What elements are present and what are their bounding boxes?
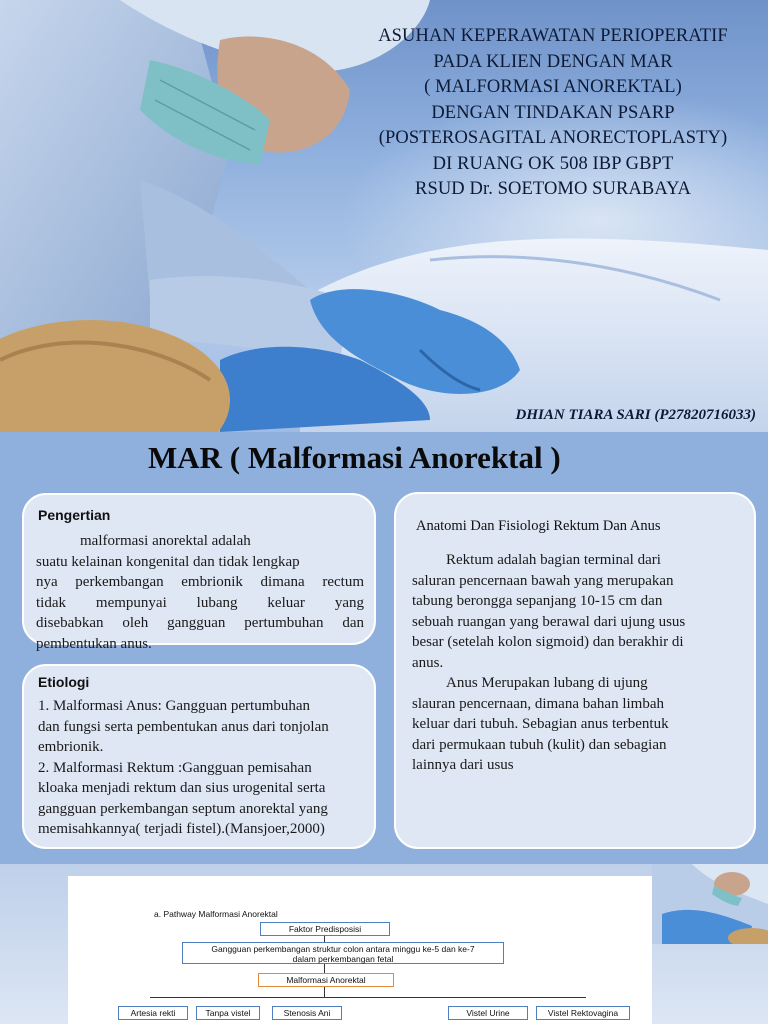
title-slide [0, 0, 768, 432]
text-line: dan fungsi serta pembentukan anus dari tonjolan [38, 718, 329, 735]
author-name: DHIAN TIARA SARI (P27820716033) [515, 407, 756, 423]
text-line: slauran pencernaan, dimana bahan limbah [412, 695, 664, 712]
text-line: nya perkembangan embrionik dimana rectum [36, 574, 364, 590]
text-line: tabung berongga sepanjang 10-15 cm dan [412, 593, 663, 609]
node-label: Stenosis Ani [283, 1008, 331, 1018]
text-line: disebabkan oleh gangguan pertumbuhan dan [36, 615, 364, 631]
text-line: Rektum adalah bagian terminal dari [446, 552, 661, 568]
title-line: DENGAN TINDAKAN PSARP [431, 102, 675, 123]
text-line: Anus Merupakan lubang di ujung [446, 675, 648, 691]
title-line: RSUD Dr. SOETOMO SURABAYA [415, 179, 691, 199]
diagram-heading: a. Pathway Malformasi Anorektal [154, 909, 278, 919]
text-line: anus. [412, 654, 444, 671]
text-line: malformasi anorektal adalah [80, 533, 251, 549]
text-line: memisahkannya( terjadi fistel).(Mansjoer,2000) [38, 821, 325, 837]
anatomi-text [412, 550, 744, 776]
text-line: 2. Malformasi Rektum :Gangguan pemisahan [38, 759, 312, 776]
node-label: Artesia rekti [130, 1008, 176, 1018]
card-heading: Anatomi Dan Fisiologi Rektum Dan Anus [416, 518, 661, 534]
etiologi-card [22, 664, 376, 849]
connector [324, 987, 325, 997]
title-line: PADA KLIEN DENGAN MAR [433, 51, 673, 72]
text-line: kloaka menjadi rektum dan sius urogenital serta [38, 780, 326, 796]
connector [324, 964, 325, 973]
text-line: gangguan perkembangan septum anorektal yang [38, 800, 328, 817]
slide-title: MAR ( Malformasi Anorektal ) [148, 440, 561, 475]
surgery-thumbnail [652, 864, 768, 944]
text-line: tidak mempunyai lubang keluar yang [36, 594, 364, 611]
node-label: Faktor Predisposisi [288, 924, 362, 934]
text-line: embrionik. [38, 739, 104, 755]
pengertian-card [22, 493, 376, 652]
node-label: Gangguan perkembangan struktur colon antara minggu ke-5 dan ke-7 [211, 944, 475, 954]
text-line: besar (setelah kolon sigmoid) dan berakhir di [412, 634, 684, 650]
title-line: DI RUANG OK 508 IBP GBPT [432, 153, 674, 174]
node-label: Vistel Rektovagina [547, 1008, 619, 1018]
connector [150, 997, 586, 998]
anatomi-card [394, 492, 756, 849]
text-line: pembentukan anus. [36, 635, 152, 652]
faktor-predisposisi-node [260, 922, 390, 936]
node-label: Malformasi Anorektal [286, 975, 366, 985]
text-line: saluran pencernaan bawah yang merupakan [412, 572, 674, 589]
text-line: lainnya dari usus [412, 757, 514, 773]
text-line: sebuah ruangan yang berawal dari ujung usus [412, 613, 686, 630]
text-line: keluar dari tubuh. Sebagian anus terbentuk [412, 716, 669, 732]
pathway-type-node [196, 1006, 260, 1020]
pengertian-text [36, 531, 364, 654]
text-line: suatu kelainan kongenital dan tidak lengkap [36, 553, 300, 570]
title-line: (POSTEROSAGITAL ANORECTOPLASTY) [378, 128, 728, 148]
pathway-type-node [272, 1006, 342, 1020]
node-label: Vistel Urine [466, 1008, 510, 1018]
node-label: Tanpa vistel [205, 1008, 251, 1018]
text-line: 1. Malformasi Anus: Gangguan pertumbuhan [38, 698, 311, 714]
pathway-type-node [118, 1006, 188, 1020]
title-line: ( MALFORMASI ANOREKTAL) [424, 77, 682, 97]
malformasi-anorektal-node [258, 973, 394, 987]
card-heading: Pengertian [38, 507, 111, 523]
etiologi-text [38, 696, 372, 840]
title-line: ASUHAN KEPERAWATAN PERIOPERATIF [378, 26, 728, 46]
text-line: dari permukaan tubuh (kulit) dan sebagian [412, 736, 667, 753]
gangguan-node [182, 942, 504, 964]
definition-slide [0, 432, 768, 864]
pathway-slide [0, 864, 768, 1024]
presentation-title [350, 24, 756, 203]
pathway-type-node [536, 1006, 630, 1020]
pathway-type-node [448, 1006, 528, 1020]
node-label: dalam perkembangan fetal [292, 954, 394, 964]
card-heading: Etiologi [38, 674, 90, 690]
